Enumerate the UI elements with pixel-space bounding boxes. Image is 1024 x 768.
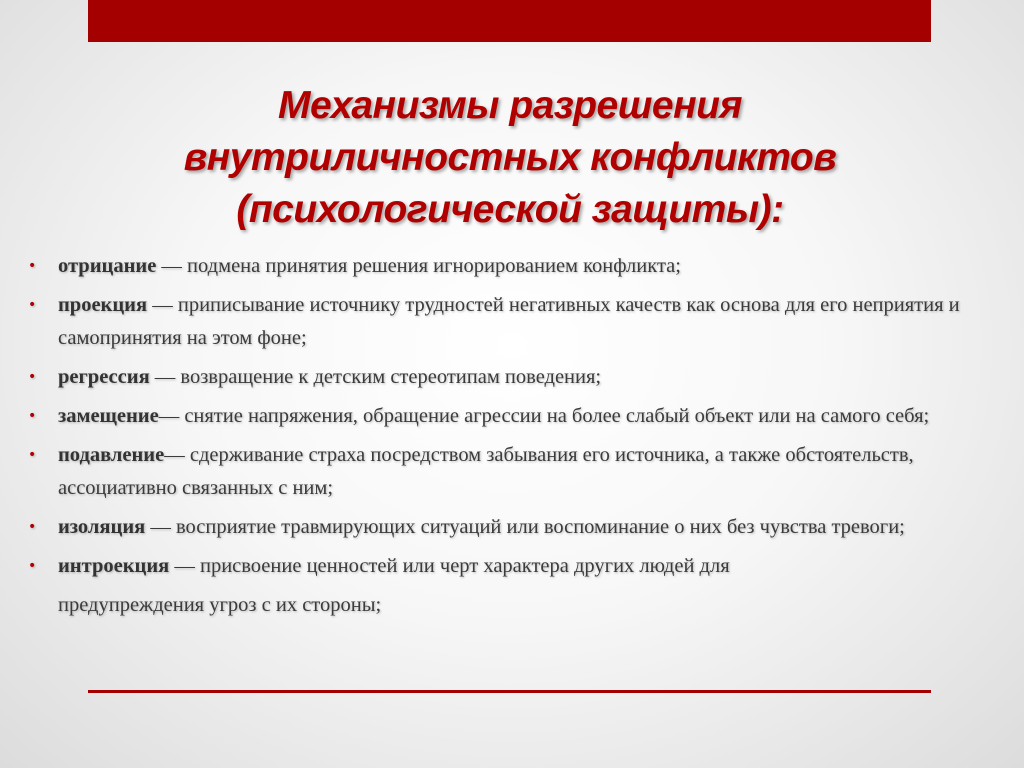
list-item-suppression (28, 439, 1018, 505)
list-item-displacement (28, 400, 1018, 433)
bullet-icon: • (28, 369, 37, 385)
item-description: — снятие напряжения, обращение агрессии на более слабый объект или на самого себя; (158, 405, 930, 427)
slide-title (90, 80, 930, 236)
item-term: подавление (58, 444, 165, 466)
bullet-icon: • (28, 558, 37, 574)
list-item-denial (28, 250, 1018, 283)
bullet-icon: • (28, 519, 37, 535)
bullet-icon: • (28, 447, 37, 463)
top-accent-bar (88, 0, 931, 42)
item-description: — присвоение ценностей или черт характера других людей для (169, 555, 730, 577)
mechanisms-list (28, 250, 1018, 628)
item-term: замещение (58, 405, 159, 427)
item-term: изоляция (58, 516, 146, 538)
item-description-continuation: предупреждения угроз с их стороны; (58, 594, 382, 616)
item-term: интроекция (58, 555, 170, 577)
bullet-icon: • (28, 408, 37, 424)
list-item-regression (28, 361, 1018, 394)
title-line: внутриличностных конфликтов (183, 136, 837, 179)
list-item-introjection (28, 550, 1018, 622)
bottom-accent-line (88, 690, 931, 693)
item-term: проекция (58, 294, 148, 316)
item-description: — возвращение к детским стереотипам поведения; (149, 366, 602, 388)
bullet-icon: • (28, 297, 37, 313)
title-line: Механизмы разрешения (278, 84, 742, 127)
list-item-isolation (28, 511, 1018, 544)
title-line: (психологической защиты): (236, 188, 784, 231)
item-term: регрессия (58, 366, 150, 388)
item-description: — приписывание источнику трудностей негативных качеств как основа для его неприятия и самопринятия на этом фоне; (58, 294, 960, 349)
bullet-icon: • (28, 258, 37, 274)
item-description: — восприятие травмирующих ситуаций или воспоминание о них без чувства тревоги; (145, 516, 905, 538)
list-item-projection (28, 289, 1018, 355)
item-description: — подмена принятия решения игнорированием конфликта; (156, 255, 681, 277)
item-term: отрицание (58, 255, 157, 277)
item-description: — сдерживание страха посредством забывания его источника, а также обстоятельств, ассоциативно связанных с ним; (58, 444, 914, 499)
